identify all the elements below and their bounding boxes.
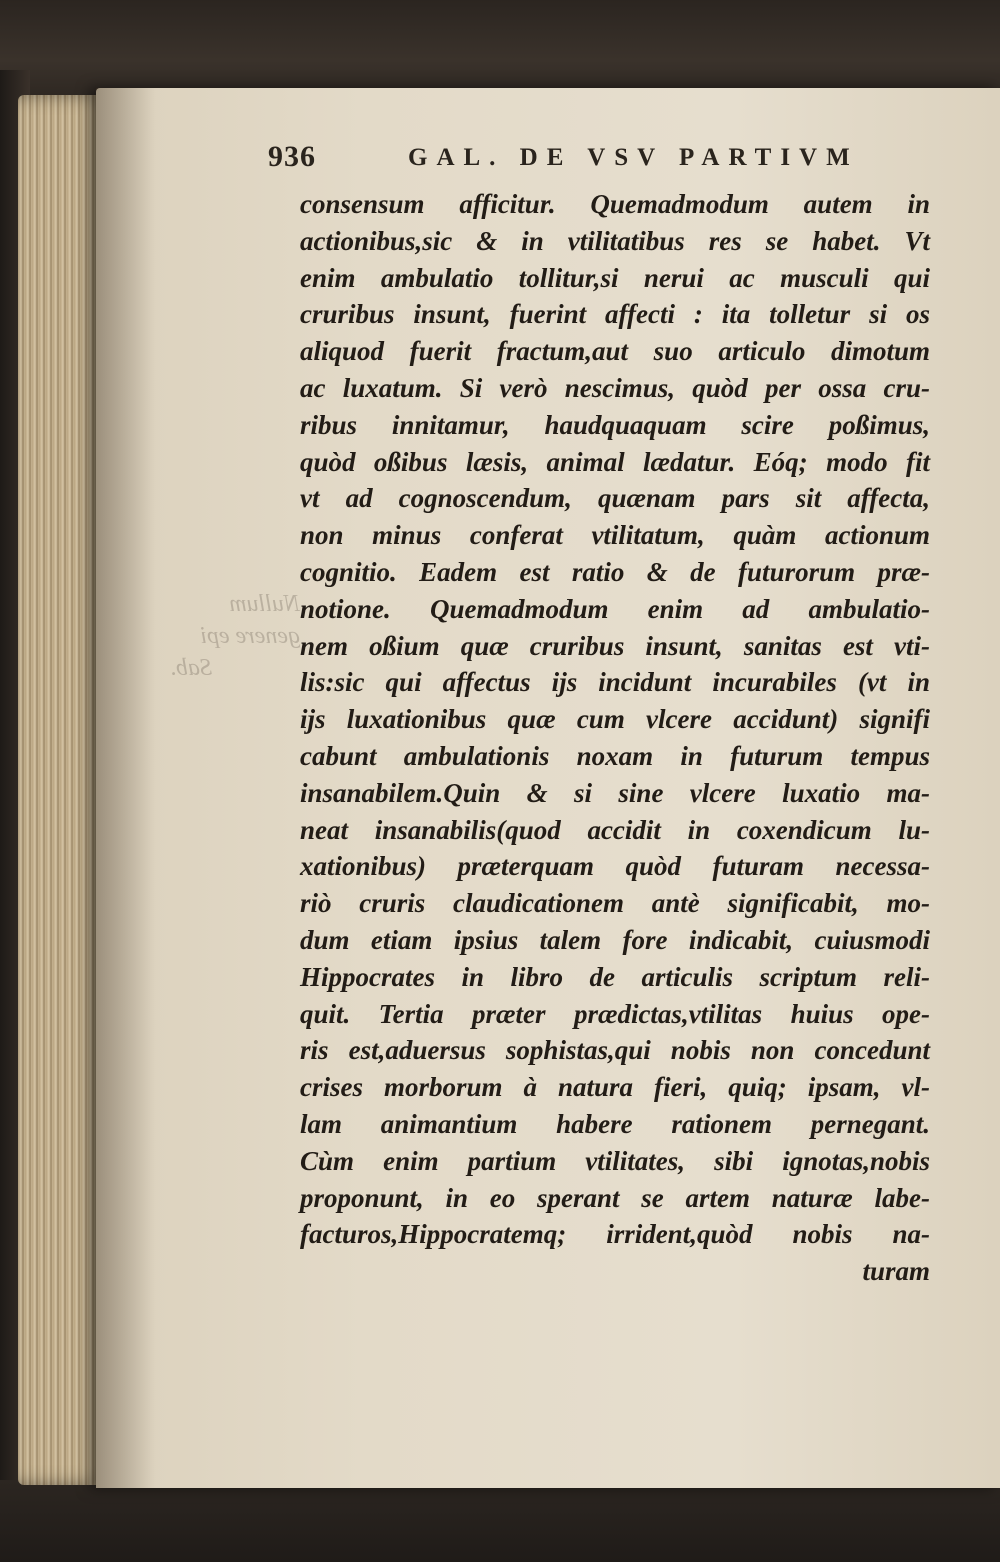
body-text bbox=[300, 186, 930, 1290]
text-line: xationibus) præterquam quòd futuram necessa- bbox=[300, 851, 930, 882]
text-line: insanabilem.Quin & si sine vlcere luxatio ma- bbox=[300, 777, 930, 808]
text-line: crises morborum à natura fieri, quiq; ipsam, vl- bbox=[300, 1072, 930, 1103]
text-line: quit. Tertia præter prædictas,vtilitas huius ope- bbox=[300, 998, 930, 1029]
text-line: consensum afficitur. Quemadmodum autem in bbox=[300, 189, 930, 219]
bleed-line: genere epi bbox=[200, 623, 300, 649]
text-line: notione. Quemadmodum enim ad ambulatio- bbox=[300, 593, 930, 624]
page-header bbox=[268, 140, 859, 180]
text-line: ac luxatum. Si verò nescimus, quòd per ossa cru- bbox=[300, 372, 930, 403]
gutter-shadow bbox=[96, 88, 156, 1488]
running-title: GAL. DE VSV PARTIVM bbox=[408, 144, 859, 171]
text-line: Hippocrates in libro de articulis scriptum reli- bbox=[300, 961, 930, 992]
text-line: aliquod fuerit fractum,aut suo articulo dimotum bbox=[300, 336, 930, 367]
text-line: lam animantium habere rationem pernegant. bbox=[300, 1108, 930, 1139]
text-line: enim ambulatio tollitur,si nerui ac musculi qui bbox=[300, 262, 930, 293]
text-line: ijs luxationibus quæ cum vlcere accidunt) signifi bbox=[300, 704, 930, 735]
book-cover-bottom bbox=[0, 1480, 1000, 1562]
text-line: cognitio. Eadem est ratio & de futurorum præ- bbox=[300, 556, 930, 587]
text-line: dum etiam ipsius talem fore indicabit, cuiusmodi bbox=[300, 924, 930, 955]
bleed-line: Nullum bbox=[229, 591, 300, 617]
text-line: non minus conferat vtilitatum, quàm actionum bbox=[300, 520, 930, 551]
bleed-line: Sab. bbox=[170, 655, 212, 681]
folio-number: 936 bbox=[268, 140, 316, 173]
show-through-marginalia bbox=[170, 588, 300, 684]
text-line: riò cruris claudicationem antè significabit, mo- bbox=[300, 888, 930, 919]
text-line: ris est,aduersus sophistas,qui nobis non concedunt bbox=[300, 1035, 930, 1066]
text-line: turam bbox=[862, 1256, 930, 1287]
text-line: facturos,Hippocratemq; irrident,quòd nobis na- bbox=[300, 1219, 930, 1250]
text-line: lis:sic qui affectus ijs incidunt incurabiles (vt in bbox=[300, 667, 930, 698]
text-line: cruribus insunt, fuerint affecti : ita tolletur si os bbox=[300, 299, 930, 330]
text-line: quòd oßibus læsis, animal lædatur. Eóq; modo fit bbox=[300, 446, 930, 477]
text-line: actionibus,sic & in vtilitatibus res se habet. Vt bbox=[300, 225, 930, 256]
text-line: nem oßium quæ cruribus insunt, sanitas est vti- bbox=[300, 630, 930, 661]
text-line: vt ad cognoscendum, quænam pars sit affecta, bbox=[300, 483, 930, 514]
text-line: cabunt ambulationis noxam in futurum tempus bbox=[300, 740, 930, 771]
text-line: neat insanabilis(quod accidit in coxendicum lu- bbox=[300, 814, 930, 845]
text-line: Cùm enim partium vtilitates, sibi ignotas,nobis bbox=[300, 1145, 930, 1176]
text-line: ribus innitamur, haudquaquam scire poßimus, bbox=[300, 409, 930, 440]
text-line: proponunt, in eo sperant se artem naturæ labe- bbox=[300, 1182, 930, 1213]
